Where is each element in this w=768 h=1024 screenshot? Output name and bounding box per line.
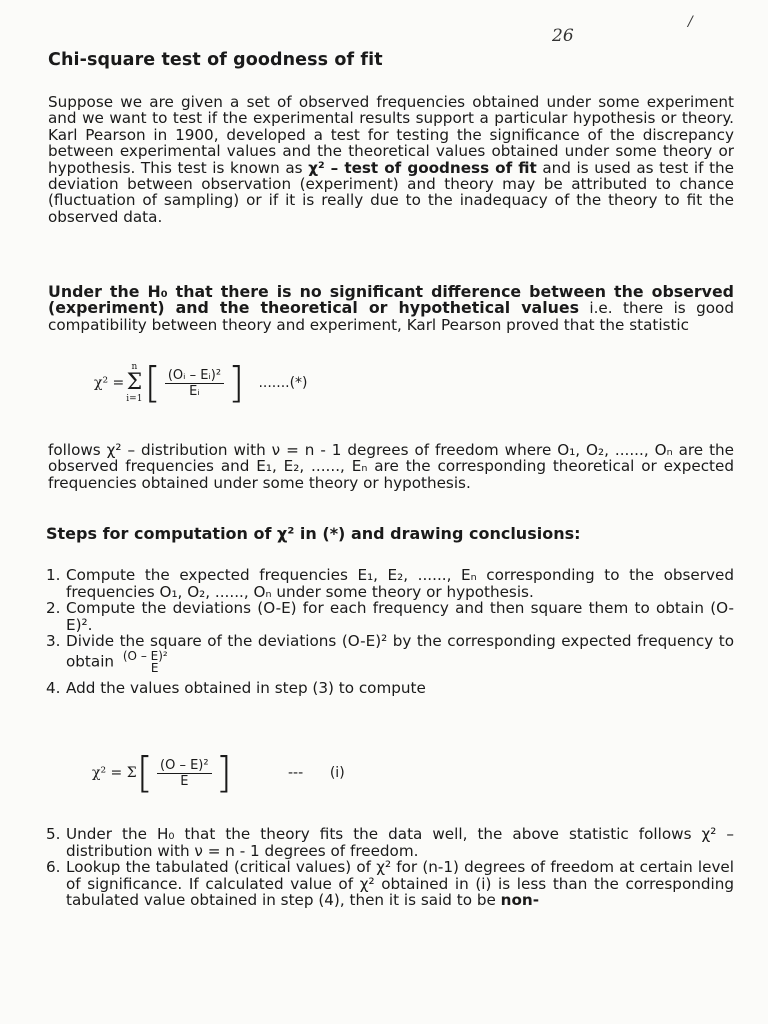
formula-i-numerator: (O – E)²	[157, 758, 212, 774]
follows-paragraph: follows χ² – distribution with ν = n - 1 degrees of freedom where O₁, O₂, ......, Oₙ are the observed frequencies and E₁, E₂, ......, Eₙ are the corresponding theoretical or expected frequencies obtained under some theory or hypothesis.	[48, 441, 734, 492]
steps-list-continued	[46, 826, 734, 909]
formula-main-numerator: (Oᵢ – Eᵢ)²	[165, 368, 224, 384]
intro-text-2: and is used as test if the deviation between observation (experiment) and theory may be attributed to chance (fluctuation of sampling) or if it is really due to the inadequacy of the theory to fit the observed data.	[48, 158, 734, 226]
sum-lower-limit: i=1	[126, 394, 143, 404]
list-item: 5. Under the H₀ that the theory fits the data well, the above statistic follows χ² – distribution with ν = n - 1 degrees of freedom.	[46, 825, 734, 860]
list-item: 4. Add the values obtained in step (3) to compute	[46, 678, 426, 697]
formula-main-fraction	[165, 368, 224, 399]
formula-i	[92, 748, 345, 797]
formula-i-lhs: χ² = Σ	[92, 765, 137, 781]
page-title: Chi-square test of goodness of fit	[48, 50, 383, 70]
list-item: 3. Divide the square of the deviations (O-E)² by the corresponding expected frequency to obtain (O – E)² E	[46, 632, 734, 675]
left-bracket: [	[144, 358, 161, 407]
formula-i-fraction	[157, 758, 212, 789]
null-hypothesis-rest: i.e. there is good compatibility between theory and experiment, Karl Pearson proved that the statistic	[48, 299, 734, 334]
steps-list	[46, 567, 734, 697]
intro-text-1: Suppose we are given a set of observed frequencies obtained under some experiment and we want to test if the experimental results support a particular hypothesis or theory. Karl Pearson in 1900, developed a test for testing the significance of the discrepancy between experimental values and the theoretical values obtained under some theory or hypothesis. This test is known as	[48, 93, 734, 177]
left-bracket: [	[136, 748, 154, 797]
intro-paragraph	[48, 94, 734, 225]
handwritten-page-number: 26	[552, 26, 574, 46]
right-bracket: ]	[228, 358, 245, 407]
right-bracket: ]	[215, 748, 232, 797]
formula-main-tag: .......(*)	[258, 375, 308, 391]
formula-i-tag: --- (i)	[287, 765, 345, 781]
list-item: 6. Lookup the tabulated (critical values) of χ² for (n-1) degrees of freedom at certain level of significance. If calculated value of χ² obtained in (i) is less than the corresponding tabulated value obtained in step (4), then it is said to be non-	[46, 858, 734, 910]
sum-upper-limit: n	[131, 362, 138, 372]
list-item: 1. Compute the expected frequencies E₁, E₂, ......, Eₙ corresponding to the observed frequencies O₁, O₂, ......, Oₙ under some theory or hypothesis.	[46, 566, 734, 601]
formula-i-denominator: E	[180, 773, 189, 789]
intro-bold-term: χ² – test of goodness of fit	[308, 158, 537, 177]
step3-fraction: (O – E)² E	[122, 648, 168, 675]
formula-main-lhs: χ² =	[94, 375, 125, 391]
null-hypothesis-bold: Under the H₀ that there is no significant difference between the observed (experiment) and the theoretical or hypothetical values	[48, 282, 734, 318]
list-item: 2. Compute the deviations (O-E) for each frequency and then square them to obtain (O-E)².	[46, 599, 734, 634]
formula-main-denominator: Eᵢ	[189, 383, 200, 399]
null-hypothesis-paragraph	[48, 284, 734, 333]
handwritten-corner-mark: /	[688, 14, 693, 30]
formula-main	[94, 358, 308, 407]
summation-symbol: n Σ i=1	[126, 362, 143, 404]
steps-heading: Steps for computation of χ² in (*) and drawing conclusions:	[46, 524, 581, 543]
